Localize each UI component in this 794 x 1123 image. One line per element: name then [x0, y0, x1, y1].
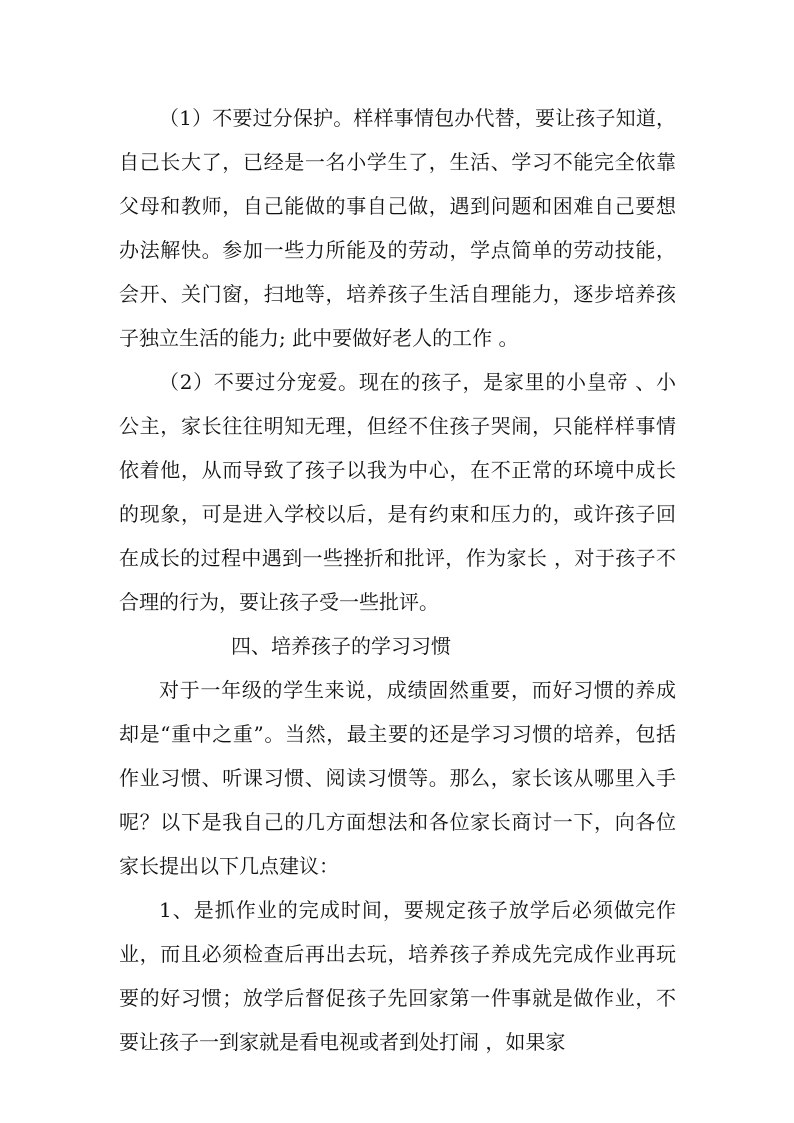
paragraph-study-habits: 对于一年级的学生来说，成绩固然重要，而好习惯的养成却是“重中之重”。当然，最主要的还是学习习惯的培养，包括作业习惯、听课习惯、阅读习惯等。那么，家长该从哪里入手呢？以下是我自己的几方面想法和各位家长商讨一下，向各位家长提出以下几点建议：: [119, 678, 676, 878]
section-heading: 四、培养孩子的学习习惯: [231, 634, 451, 658]
paragraph-not-overprotect: （1）不要过分保护。样样事情包办代替，要让孩子知道，自己长大了，已经是一名小学生了，生活、学习不能完全依靠父母和教师，自己能做的事自己做，遇到问题和困难自己要想办法解快。参加一些力所能及的劳动，学点简单的劳动技能，会开、关门窗，扫地等，培养孩子生活自理能力，逐步培养孩子独立生活的能力; 此中要做好老人的工作 。: [119, 106, 676, 350]
paragraph-homework-time: 1、是抓作业的完成时间，要规定孩子放学后必须做完作业，而且必须检查后再出去玩，培养孩子养成先完成作业再玩要的好习惯；放学后督促孩子先回家第一件事就是做作业，不要让孩子一到家就是看电视或者到处打闹 ，如果家: [119, 898, 676, 1054]
document-body: [119, 96, 676, 1064]
paragraph-not-overindulge: （2）不要过分宠爱。现在的孩子，是家里的小皇帝 、小公主，家长往往明知无理，但经不住孩子哭闹，只能样样事情依着他，从而导致了孩子以我为中心，在不正常的环境中成长的现象，可是进入学校以后，是有约束和压力的，或许孩子回在成长的过程中遇到一些挫折和批评，作为家长 ，对于孩子不合理的行为，要让孩子受一些批评。: [119, 370, 676, 614]
